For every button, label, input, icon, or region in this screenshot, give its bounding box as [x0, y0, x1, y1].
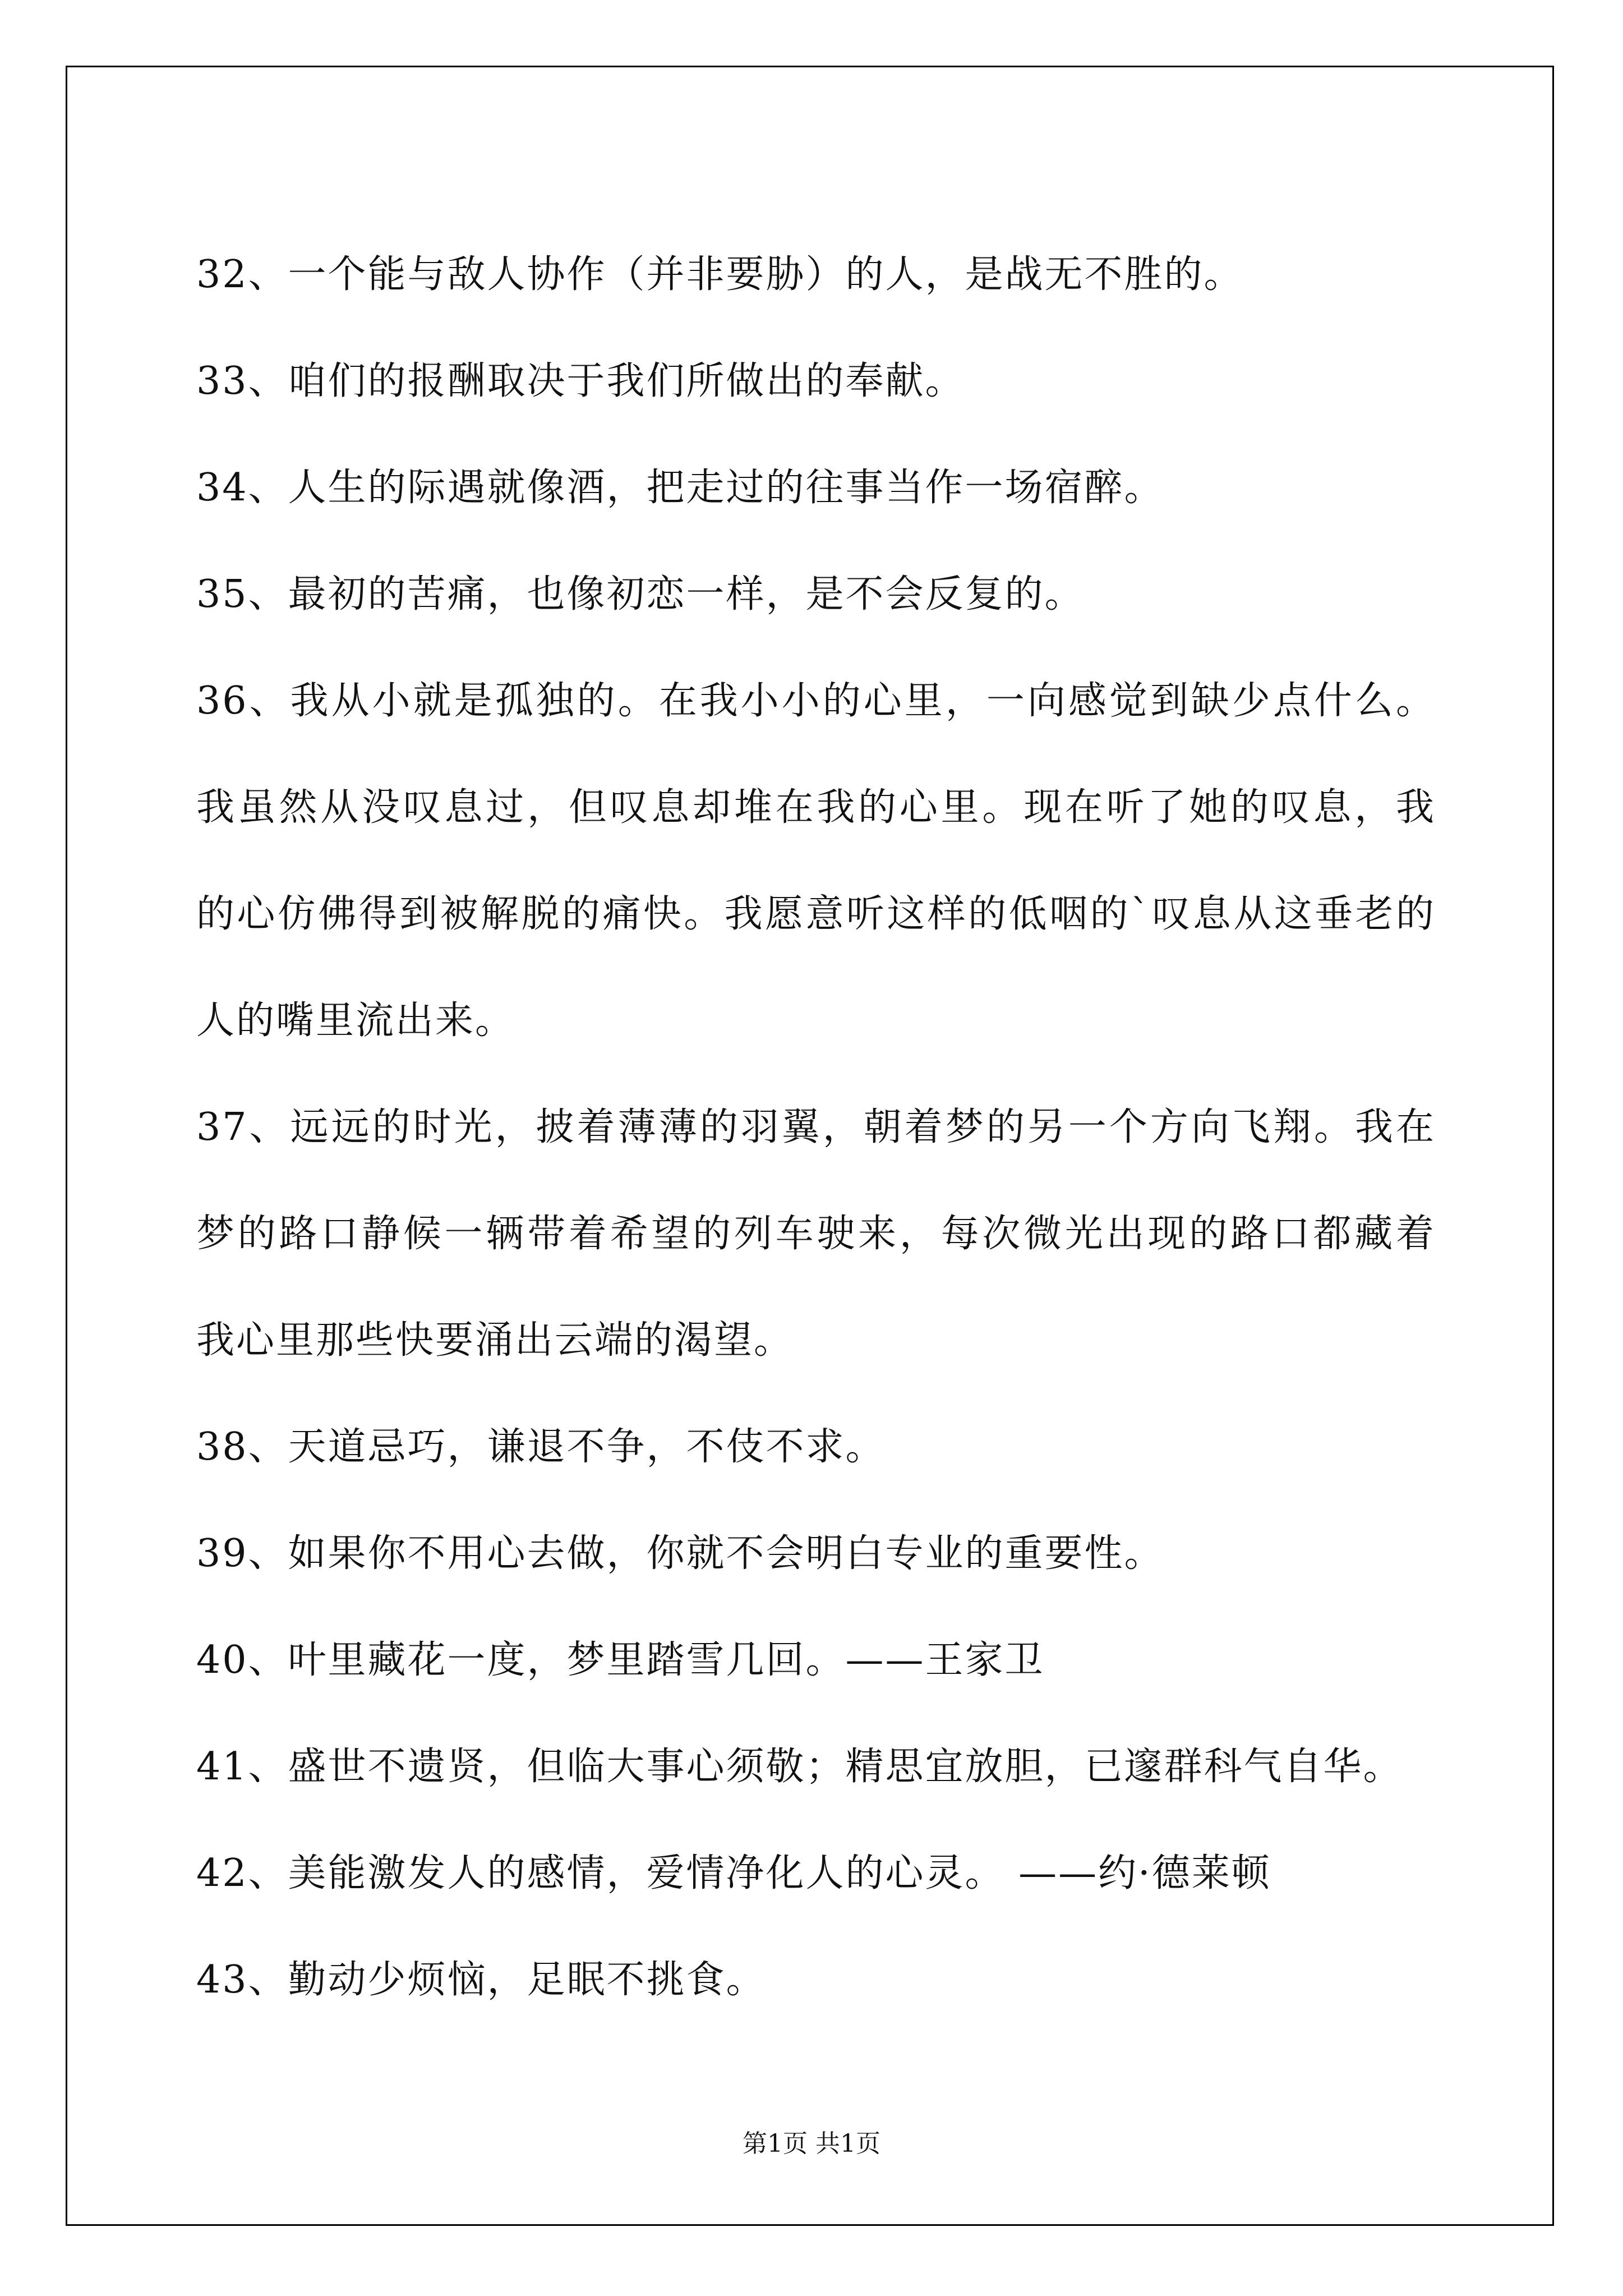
text-line: 我虽然从没叹息过，但叹息却堆在我的心里。现在听了她的叹息，我: [196, 785, 1436, 830]
quote-33: [196, 328, 1447, 435]
quote-32: [196, 222, 1447, 328]
text-line: 32、一个能与敌人协作（并非要胁）的人，是战无不胜的。: [196, 252, 1244, 297]
quote-38: [196, 1394, 1447, 1501]
text-line: 39、如果你不用心去做，你就不会明白专业的重要性。: [196, 1531, 1164, 1576]
quote-36: [196, 648, 1447, 1074]
text-line: 41、盛世不遗贤，但临大事心须敬；精思宜放胆，已邃群科气自华。: [196, 1745, 1403, 1789]
quote-42: [196, 1820, 1447, 1927]
quote-41: [196, 1714, 1447, 1820]
quote-40: [196, 1607, 1447, 1714]
text-line: 42、美能激发人的感情，爱情净化人的心灵。 ——约·德莱顿: [196, 1851, 1271, 1895]
text-line: 34、人生的际遇就像酒，把走过的往事当作一场宿醉。: [196, 466, 1164, 510]
text-line: 33、咱们的报酬取决于我们所做出的奉献。: [196, 359, 965, 403]
text-line: 36、我从小就是孤独的。在我小小的心里，一向感觉到缺少点什么。: [196, 679, 1436, 723]
quote-39: [196, 1501, 1447, 1607]
text-line: 人的嘴里流出来。: [196, 999, 515, 1043]
text-line: 我心里那些快要涌出云端的渴望。: [196, 1318, 794, 1363]
document-body: [196, 222, 1447, 2033]
page-number-footer: 第1页 共1页: [743, 2129, 880, 2158]
text-line: 37、远远的时光，披着薄薄的羽翼，朝着梦的另一个方向飞翔。我在: [196, 1105, 1436, 1149]
quote-35: [196, 541, 1447, 648]
text-line: 38、天道忌巧，谦退不争，不伎不求。: [196, 1425, 886, 1469]
quote-43: [196, 1927, 1447, 2033]
text-line: 43、勤动少烦恼，足眠不挑食。: [196, 1958, 766, 2002]
quote-37: [196, 1074, 1447, 1394]
text-line: 35、最初的苦痛，也像初恋一样，是不会反复的。: [196, 572, 1085, 616]
text-line: 梦的路口静候一辆带着希望的列车驶来，每次微光出现的路口都藏着: [196, 1212, 1436, 1256]
text-line: 40、叶里藏花一度，梦里踏雪几回。——王家卫: [196, 1638, 1045, 1682]
text-line: 的心仿佛得到被解脱的痛快。我愿意听这样的低咽的`叹息从这垂老的: [196, 892, 1436, 936]
quote-34: [196, 435, 1447, 541]
